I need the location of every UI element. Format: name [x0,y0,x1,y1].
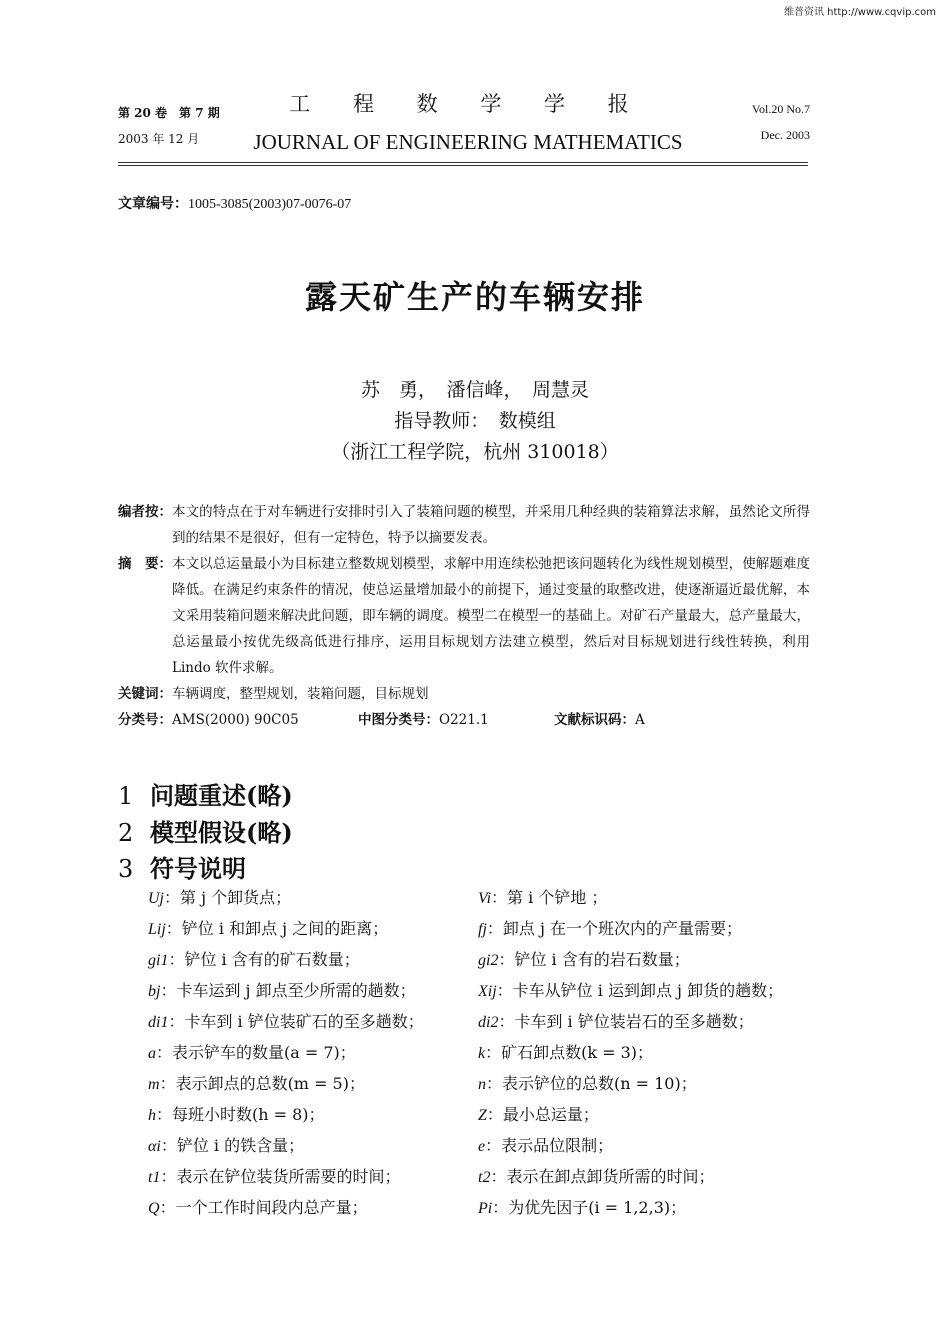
date-cn: 2003 年 12 月 [118,132,200,146]
doc-code-value: A [635,712,645,728]
symbol-desc: ：一个工作时间段内总产量； [159,1198,368,1217]
symbol-entry [148,1068,468,1099]
article-number [118,193,351,213]
symbol-desc: ：表示卸点的总数(m = 5)； [159,1074,365,1093]
classification-value: AMS(2000) 90C05 [172,712,299,728]
symbol: Z [478,1107,487,1124]
symbol-desc: ：铲位 i 含有的岩石数量； [498,950,690,969]
symbol-desc: ：第 j 个卸货点； [164,888,292,907]
symbol: Pi [478,1200,493,1217]
symbol: Xij [478,983,497,1000]
symbol-entry [478,882,818,913]
paper-title: 露天矿生产的车辆安排 [304,278,645,316]
symbol: m [148,1076,160,1093]
symbol: fj [478,921,487,938]
section-heading [118,776,293,811]
header-rule-bottom [118,165,808,166]
header-rule-top [118,162,808,163]
symbol-desc: ：表示铲位的总数(n = 10)； [486,1074,697,1093]
date-en: Dec. 2003 [760,128,810,142]
section-title: 符号说明 [150,854,246,883]
article-number-value: 1005-3085(2003)07-0076-07 [188,197,352,212]
symbol: Q [148,1200,160,1217]
symbol-entry [478,1037,818,1068]
symbol-entry [148,1161,468,1192]
symbol-entry [478,1130,818,1161]
symbol: t2 [478,1169,491,1186]
abstract-block [118,499,810,733]
symbol: di1 [148,1014,169,1031]
clc-label: 中图分类号： [358,712,439,728]
symbol-desc: ：表示铲车的数量(a = 7)； [156,1043,356,1062]
symbol-entry [148,1130,468,1161]
volume-cn: 第 20 卷 第 7 期 [118,106,220,120]
editor-note [118,499,810,551]
symbol: t1 [148,1169,161,1186]
doc-code-label: 文献标识码： [554,712,635,728]
symbol: bj [148,983,161,1000]
symbol-desc: ：卡车运到 j 卸点至少所需的趟数； [160,981,416,1000]
journal-title-cn: 工 程 数 学 学 报 [289,92,647,116]
symbol-entry [478,1006,818,1037]
section-heading [118,813,293,848]
authors: 苏 勇， 潘信峰， 周慧灵 [360,379,589,401]
symbol-entry [148,975,468,1006]
keywords-label: 关键词： [118,686,172,702]
abstract-text: 本文以总运量最小为目标建立整数规划模型，求解中用连续松弛把该问题转化为线性规划模型，使解题难度降低。在满足约束条件的情况，使总运量增加最小的前提下，通过变量的取整改进，使逐渐逼近最优解，本文采用装箱问题来解决此问题，即车辆的调度。模型二在模型一的基础上。对矿石产量最大，总产量最大，总运量最小按优先级高低进行排序，运用目标规划方法建立模型，然后对目标规划进行线性转换，利用 Lindo 软件求解。 [172,556,810,676]
symbol-desc: ：卡车到 i 铲位装矿石的至多趟数； [168,1012,424,1031]
keywords [118,681,810,707]
abstract [118,551,810,681]
symbol: e [478,1138,486,1155]
symbol-desc: ：第 i 个铲地 ； [491,888,608,907]
symbol: gi2 [478,952,499,969]
section-number: 1 [118,782,134,810]
symbol-desc: ：卸点 j 在一个班次内的产量需要； [486,919,743,938]
symbol: n [478,1076,486,1093]
symbol: a [148,1045,156,1062]
symbol-desc: ：铲位 i 的铁含量； [160,1136,305,1155]
symbol-entry [478,1068,818,1099]
clc-value: O221.1 [439,712,489,728]
symbol: gi1 [148,952,169,969]
symbol-entry [148,944,468,975]
symbol-desc: ：最小总运量； [486,1105,599,1124]
symbol-entry [478,944,818,975]
section-title: 模型假设(略) [150,818,293,847]
symbol: Lij [148,921,166,938]
keywords-text: 车辆调度，整型规划，装箱问题，目标规划 [172,686,429,702]
symbol: di2 [478,1014,499,1031]
symbol-entry [148,1006,468,1037]
symbol-list-left [148,882,468,1223]
symbol-entry [478,1192,818,1223]
symbol: Uj [148,890,164,907]
symbol-entry [148,1037,468,1068]
editor-note-text: 本文的特点在于对车辆进行安排时引入了装箱问题的模型，并采用几种经典的装箱算法求解，虽然论文所得到的结果不是很好，但有一定特色，特予以摘要发表。 [172,504,810,546]
symbol: h [148,1107,156,1124]
header-left [118,100,220,152]
symbol-entry [148,1099,468,1130]
symbol-entry [148,882,468,913]
symbol-entry [478,913,818,944]
advisor: 指导教师： 数模组 [394,410,556,432]
editor-note-label: 编者按： [118,504,172,520]
abstract-label: 摘 要： [118,556,172,572]
section-number: 2 [118,819,134,847]
symbol-desc: ：每班小时数(h = 8)； [156,1105,325,1124]
watermark: 维普资讯 http://www.cqvip.com [783,7,936,18]
symbol-entry [148,913,468,944]
symbol-entry [478,975,818,1006]
symbol-desc: ：表示在卸点卸货所需的时间； [490,1167,715,1186]
article-number-label: 文章编号： [118,196,188,212]
symbol: Vi [478,890,492,907]
symbol-entry [478,1099,818,1130]
affiliation: （浙江工程学院，杭州 310018） [331,441,619,463]
classification-label: 分类号： [118,712,172,728]
section-number: 3 [118,855,134,883]
author-block [0,375,950,468]
symbol-desc: ：铲位 i 含有的矿石数量； [168,950,360,969]
symbol-desc: ：卡车从铲位 i 运到卸点 j 卸货的趟数； [496,981,784,1000]
symbol-desc: ：表示在铲位装货所需要的时间； [160,1167,401,1186]
symbol-desc: ：表示品位限制； [485,1136,614,1155]
classification-line [118,707,810,733]
journal-title-en: JOURNAL OF ENGINEERING MATHEMATICS [253,130,683,154]
symbol: k [478,1045,486,1062]
symbol: αi [148,1138,161,1155]
symbol-entry [478,1161,818,1192]
symbol-desc: ：卡车到 i 铲位装岩石的至多趟数； [498,1012,754,1031]
volume-en: Vol.20 No.7 [751,102,810,116]
section-heading [118,849,246,884]
symbol-desc: ：铲位 i 和卸点 j 之间的距离； [165,919,389,938]
symbol-entry [148,1192,468,1223]
header-right [720,96,810,148]
journal-header [238,88,698,155]
symbol-desc: ：为优先因子(i = 1,2,3)； [492,1198,687,1217]
section-title: 问题重述(略) [150,781,293,810]
symbol-list-right [478,882,818,1223]
symbol-desc: ：矿石卸点数(k = 3)； [485,1043,654,1062]
